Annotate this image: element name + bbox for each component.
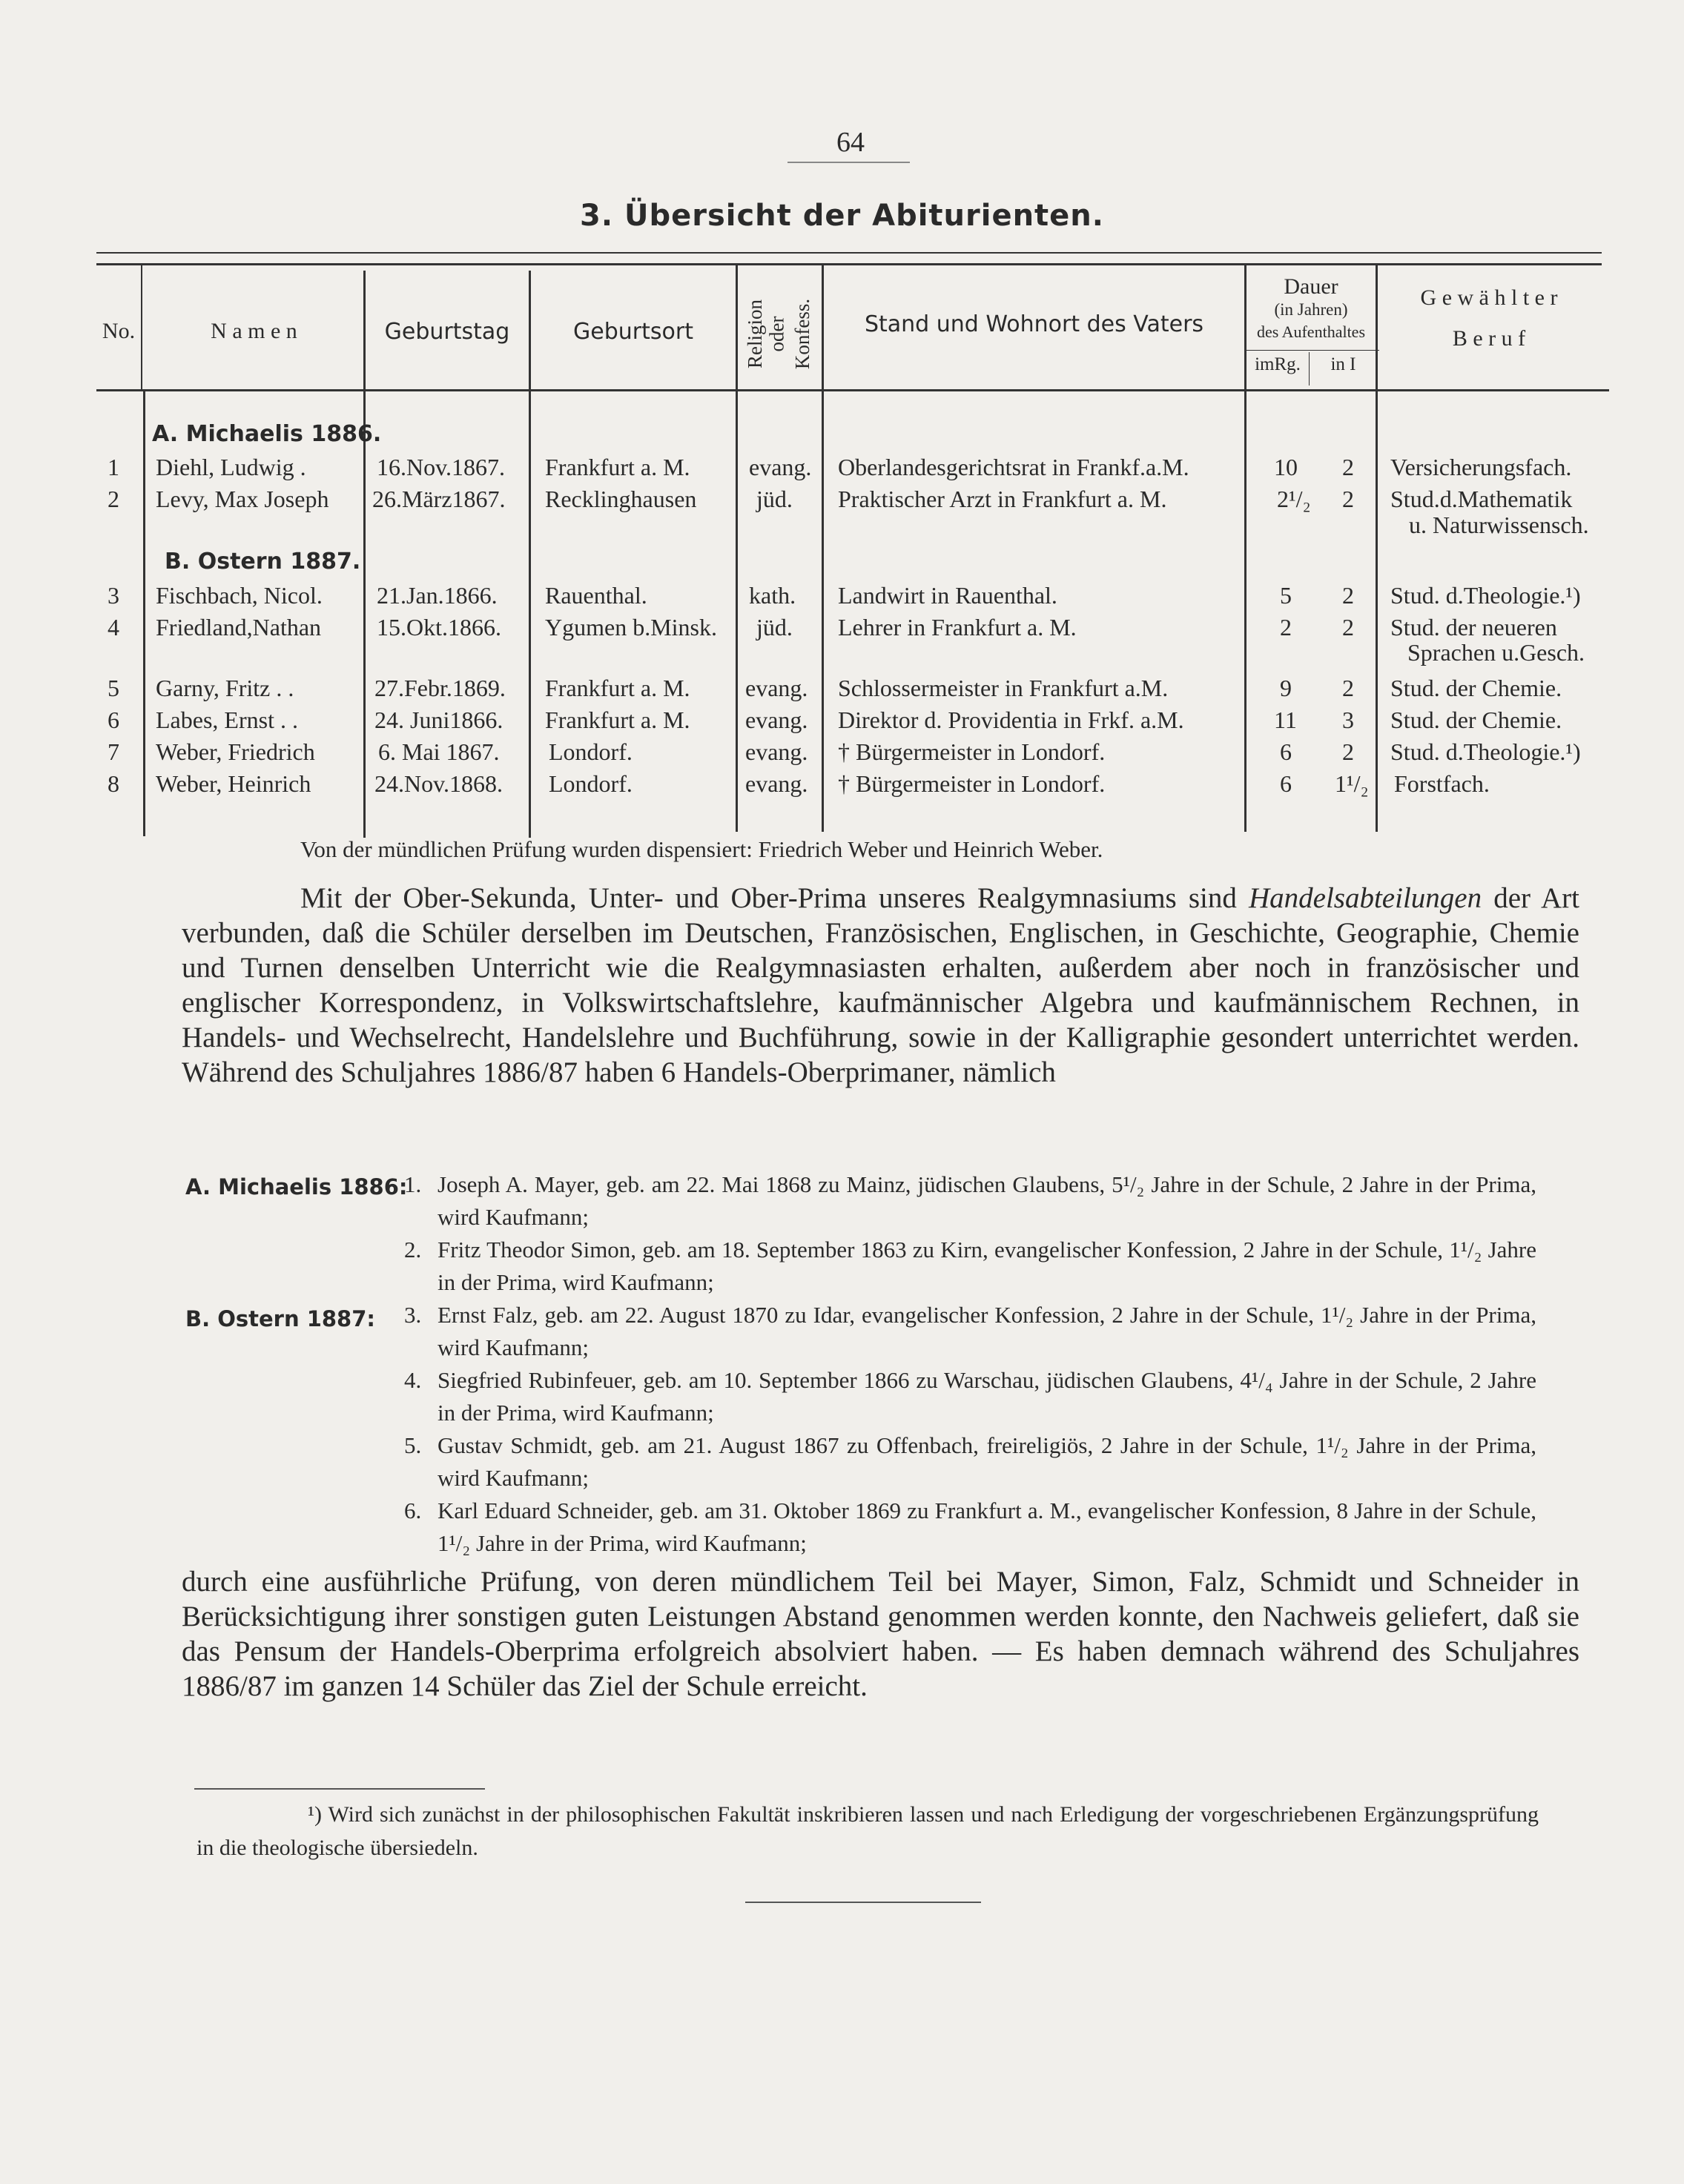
list-item-number: 5. xyxy=(404,1432,422,1458)
group-label-michaelis: A. Michaelis 1886. xyxy=(152,421,382,447)
cell-religion: kath. xyxy=(749,582,796,609)
cell-duration-i: 2 xyxy=(1342,582,1354,609)
cell-father: † Bürgermeister in Londorf. xyxy=(838,770,1106,797)
list-item-number: 6. xyxy=(404,1498,422,1523)
cell-duration-rg: 2 xyxy=(1280,614,1292,641)
cell-birthday: 21.Jan.1866. xyxy=(377,582,498,609)
cell-career: Stud. der Chemie. xyxy=(1390,707,1562,733)
header-career-line2: B e r u f xyxy=(1452,326,1526,351)
cell-no: 5 xyxy=(108,675,119,701)
cell-career: Stud.d.Mathematik xyxy=(1390,486,1573,512)
cell-duration-i: 2 xyxy=(1342,675,1354,701)
header-name: N a m e n xyxy=(211,319,297,343)
cell-birthday: 16.Nov.1867. xyxy=(377,454,506,480)
page-number-ornament xyxy=(787,162,910,163)
list-item xyxy=(404,1234,1536,1299)
cell-career: Stud. der neueren xyxy=(1390,614,1557,641)
cell-name: Friedland,Nathan xyxy=(156,614,322,641)
cell-career: Versicherungsfach. xyxy=(1390,454,1572,480)
cell-duration-rg: 5 xyxy=(1280,582,1292,609)
cell-father: Landwirt in Rauenthal. xyxy=(838,582,1057,609)
header-father: Stand und Wohnort des Vaters xyxy=(864,311,1204,337)
header-duration: Dauer xyxy=(1284,274,1338,299)
cell-duration-rg: 10 xyxy=(1274,454,1298,480)
header-religion-line3: Konfess. xyxy=(791,298,814,370)
footnote-separator xyxy=(194,1788,485,1790)
cell-religion: evang. xyxy=(745,707,808,733)
list-item-number: 4. xyxy=(404,1367,422,1393)
page-number: 64 xyxy=(836,127,865,158)
end-rule xyxy=(745,1902,981,1903)
paragraph-emphasis: Handelsabteilungen xyxy=(1248,882,1482,914)
cell-religion: evang. xyxy=(745,738,808,765)
cell-duration-rg: 2¹/₂ xyxy=(1277,486,1311,512)
list-item-text: Fritz Theodor Simon, geb. am 18. September 1863 zu Kirn, evangelischer Konfession, 2 Jahre in der Schule, 1¹/₂ Jahre in der Prima, wird Kaufmann; xyxy=(437,1237,1536,1295)
cell-birthplace: Rauenthal. xyxy=(545,582,647,609)
cell-birthplace: Recklinghausen xyxy=(545,486,697,512)
cell-name: Diehl, Ludwig . xyxy=(156,454,306,480)
cell-career-line2: Sprachen u.Gesch. xyxy=(1407,639,1585,666)
cell-birthday: 6. Mai 1867. xyxy=(378,738,500,765)
cell-no: 1 xyxy=(108,454,119,480)
cell-name: Garny, Fritz . . xyxy=(156,675,294,701)
list-item xyxy=(404,1299,1536,1364)
cell-birthplace: Londorf. xyxy=(549,770,633,797)
header-birthday: Geburtstag xyxy=(384,319,510,345)
list-item-text: Siegfried Rubinfeuer, geb. am 10. September 1866 zu Warschau, jüdischen Glaubens, 4¹/₄ Jahre in der Schule, 2 Jahre in der Prima, wird Kaufmann; xyxy=(437,1367,1536,1426)
cell-career: Stud. d.Theologie.¹) xyxy=(1390,738,1581,765)
cell-birthplace: Ygumen b.Minsk. xyxy=(545,614,717,641)
paragraph-text-start: Mit der Ober-Sekunda, Unter- und Ober-Prima unseres Realgymnasiums sind xyxy=(300,882,1249,914)
cell-duration-rg: 6 xyxy=(1280,770,1292,797)
cell-birthday: 24.Nov.1868. xyxy=(374,770,503,797)
paragraph-handelsabteilungen xyxy=(182,881,1579,1090)
cell-duration-i: 3 xyxy=(1342,707,1354,733)
cell-birthday: 15.Okt.1866. xyxy=(377,614,501,641)
cell-father: Direktor d. Providentia in Frkf. a.M. xyxy=(838,707,1184,733)
cell-father: Schlossermeister in Frankfurt a.M. xyxy=(838,675,1169,701)
cell-no: 6 xyxy=(108,707,119,733)
list-label-michaelis: A. Michaelis 1886: xyxy=(185,1174,408,1199)
cell-no: 4 xyxy=(108,614,119,641)
cell-father: Oberlandesgerichtsrat in Frankf.a.M. xyxy=(838,454,1189,480)
cell-no: 2 xyxy=(108,486,119,512)
header-religion-line1: Religion xyxy=(744,300,766,368)
cell-duration-i: 2 xyxy=(1342,486,1354,512)
cell-name: Fischbach, Nicol. xyxy=(156,582,323,609)
list-item xyxy=(404,1429,1536,1495)
cell-birthplace: Frankfurt a. M. xyxy=(545,675,690,701)
cell-duration-i: 2 xyxy=(1342,454,1354,480)
cell-duration-i: 2 xyxy=(1342,614,1354,641)
list-item-number: 3. xyxy=(404,1302,422,1328)
cell-birthplace: Frankfurt a. M. xyxy=(545,454,690,480)
list-item xyxy=(404,1168,1536,1234)
cell-religion: evang. xyxy=(749,454,812,480)
cell-birthplace: Londorf. xyxy=(549,738,633,765)
cell-no: 8 xyxy=(108,770,119,797)
cell-father: Praktischer Arzt in Frankfurt a. M. xyxy=(838,486,1167,512)
list-item-text: Karl Eduard Schneider, geb. am 31. Oktober 1869 zu Frankfurt a. M., evangelischer Konfession, 8 Jahre in der Schule, 1¹/₂ Jahre in der Prima, wird Kaufmann; xyxy=(437,1498,1536,1556)
list-label-ostern: B. Ostern 1887: xyxy=(185,1306,376,1331)
header-duration-i: in I xyxy=(1330,354,1356,374)
list-item-number: 2. xyxy=(404,1237,422,1263)
cell-career: Stud. d.Theologie.¹) xyxy=(1390,582,1581,609)
cell-name: Weber, Heinrich xyxy=(156,770,311,797)
cell-duration-i: 1¹/₂ xyxy=(1335,770,1369,797)
cell-no: 7 xyxy=(108,738,119,765)
group-label-ostern: B. Ostern 1887. xyxy=(165,549,361,575)
cell-father: † Bürgermeister in Londorf. xyxy=(838,738,1106,765)
cell-no: 3 xyxy=(108,582,119,609)
header-duration-rg: imRg. xyxy=(1255,354,1301,374)
list-item xyxy=(404,1495,1536,1560)
cell-birthday: 26.März1867. xyxy=(372,486,506,512)
list-item xyxy=(404,1364,1536,1429)
footnote: ¹) Wird sich zunächst in der philosophischen Fakultät inskribieren lassen und nach Erledigung der vorgeschriebenen Ergänzungsprüfung in die theologische übersiedeln. xyxy=(197,1802,1539,1860)
cell-duration-i: 2 xyxy=(1342,738,1354,765)
cell-religion: evang. xyxy=(745,770,808,797)
cell-religion: jüd. xyxy=(756,486,793,512)
dispensed-note: Von der mündlichen Prüfung wurden dispensiert: Friedrich Weber und Heinrich Weber. xyxy=(300,836,1103,862)
list-item-text: Joseph A. Mayer, geb. am 22. Mai 1868 zu Mainz, jüdischen Glaubens, 5¹/₂ Jahre in der Schule, 2 Jahre in der Prima, wird Kaufmann; xyxy=(437,1171,1536,1230)
cell-religion: jüd. xyxy=(756,614,793,641)
header-duration-desc: des Aufenthaltes xyxy=(1256,322,1366,341)
cell-duration-rg: 11 xyxy=(1274,707,1297,733)
cell-career: Stud. der Chemie. xyxy=(1390,675,1562,701)
paragraph-text-rest: der Art verbunden, daß die Schüler derselben im Deutschen, Französischen, Englischen, in Geschichte, Geographie, Chemie und Turnen denselben Unterricht wie die Realgymnasiasten erhalten, außerdem aber noch in französischer und englischer Korrespondenz, in Volkswirtschaftslehre, kaufmännischer Algebra und kaufmännischem Rechnen, in Handels- und Wechselrecht, Handelslehre und Buchführung, sowie in der Kalligraphie gesondert unterrichtet werden. Während des Schuljahres 1886/87 haben 6 Handels-Oberprimaner, nämlich xyxy=(182,882,1579,1088)
cell-name: Levy, Max Joseph xyxy=(156,486,329,512)
header-religion xyxy=(743,278,832,389)
cell-career-line2: u. Naturwissensch. xyxy=(1409,512,1589,538)
cell-father: Lehrer in Frankfurt a. M. xyxy=(838,614,1077,641)
cell-religion: evang. xyxy=(745,675,808,701)
cell-duration-rg: 9 xyxy=(1280,675,1292,701)
header-duration-unit: (in Jahren) xyxy=(1274,300,1348,319)
header-no: No. xyxy=(102,319,136,343)
cell-birthplace: Frankfurt a. M. xyxy=(545,707,690,733)
header-religion-line2: oder xyxy=(765,316,788,352)
cell-duration-rg: 6 xyxy=(1280,738,1292,765)
page-title: 3. Übersicht der Abiturienten. xyxy=(580,199,1104,233)
paragraph-conclusion: durch eine ausführliche Prüfung, von deren mündlichem Teil bei Mayer, Simon, Falz, Schmidt und Schneider in Berücksichtigung ihrer sonstigen guten Leistungen Abstand genommen werden konnte, den Nachweis geliefert, daß sie das Pensum der Handels-Oberprima erfolgreich absolviert haben. — Es haben demnach während des Schuljahres 1886/87 im ganzen 14 Schüler das Ziel der Schule erreicht. xyxy=(182,1566,1579,1702)
header-birthplace: Geburtsort xyxy=(573,319,693,345)
cell-name: Weber, Friedrich xyxy=(156,738,315,765)
list-item-number: 1. xyxy=(404,1171,422,1197)
list-item-text: Ernst Falz, geb. am 22. August 1870 zu Idar, evangelischer Konfession, 2 Jahre in der Schule, 1¹/₂ Jahre in der Prima, wird Kaufmann; xyxy=(437,1302,1536,1360)
list-item-text: Gustav Schmidt, geb. am 21. August 1867 zu Offenbach, freireligiös, 2 Jahre in der Schule, 1¹/₂ Jahre in der Prima, wird Kaufmann; xyxy=(437,1432,1536,1491)
cell-name: Labes, Ernst . . xyxy=(156,707,298,733)
header-career: G e w ä h l t e r xyxy=(1420,285,1558,310)
cell-birthday: 27.Febr.1869. xyxy=(374,675,506,701)
cell-birthday: 24. Juni1866. xyxy=(374,707,503,733)
cell-career: Forstfach. xyxy=(1394,770,1490,797)
